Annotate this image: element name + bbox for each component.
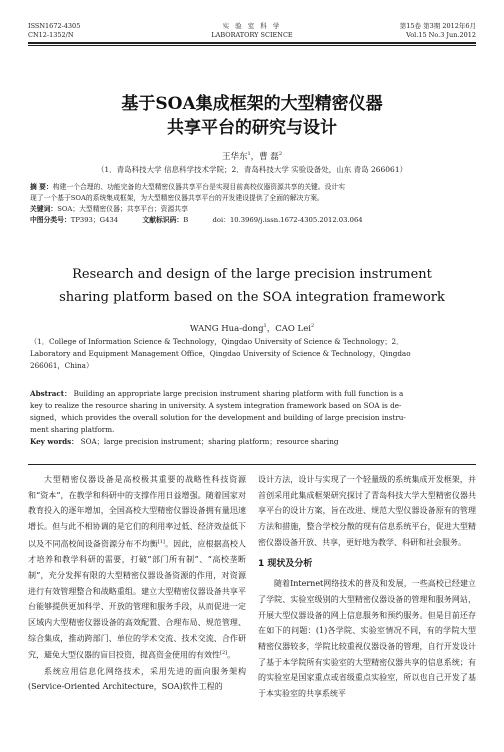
section-heading: 1 现状及分析 [258, 558, 313, 569]
journal-issue-en: Vol.15 No.3 Jun.2012 [406, 31, 476, 39]
author-cn-1: 王华东 [221, 152, 248, 162]
journal-cn-number: CN12-1352/N [28, 31, 74, 39]
body-column-right [258, 472, 476, 702]
body-paragraph: 设计方法，设计与实现了一个轻量级的系统集成开发框架，并首创采用此集成框架研究探讨了青岛科技大学大型精密仪器共享平台的设计方案，旨在改进、规范大型仪器设备原有的管理方法和措施，整合学校分散的现有信息系统平台，促进大型精密仪器设备开放、共享，更好地为教学、科研和社会服务。 [258, 475, 476, 547]
clc-number: TP393；G434 [70, 216, 119, 224]
body-paragraph: 随着Internet网络技术的普及和发展，一些高校已经建立了学院、实验室级别的大型精密仪器设备的管理和服务网站，开展大型仪器设备的网上信息服务和预约服务。但是目前还存在如下的问题：(1)各学院、实验室情况不同，有的学院大型精密仪器较多，学院比较重视仪器设备的管理，自行开发设计了基于本学院所有实验室的大型精密仪器共享的信息系统；有的实验室是国家重点或省级重点实验室，所以也自己开发了基于本实验室的共享系统平 [258, 579, 476, 699]
body-paragraph: 系统应用信息化网络技术，采用先进的面向服务架构(Service-Oriented Architecture，SOA)软件工程的 [28, 666, 246, 692]
body-column-left [28, 472, 246, 695]
paper-title-cn-line2: 共享平台的研究与设计 [167, 118, 337, 138]
body-paragraph: 大型精密仪器设备是高校极其重要的战略性科技资源和“资本”，在教学和科研中的支撑作用日益增强。随着国家对教育投入的逐年增加，全国高校大型精密仪器设备拥有量迅速增长。但与此不相协调的是它们的利用率过低、经济效益低下以及不同高校间设备资源分布不均衡[1]。因此，应根据高校人才培养和教学科研的需要，打破“部门所有制”、“高校垄断制”，充分发挥有限的大型精密仪器设备资源的作用，对资源进行有效管理整合和战略重组。建立大型精密仪器设备共享平台能够提供更加科学、开放的管理和服务手段，从而促进一定区域内大型精密仪器设备的高效配置、合理布局、规范管理、综合集成，推动跨部门、单位的学术交流、技术交流、合作研究，避免大型仪器的盲目投资，提高资金使用的有效性[2]。 [28, 475, 247, 661]
affiliation-en: （1．College of Information Science & Technology，Qingdao University of Science & Technology；2． Laboratory and Equipment Management Office，Qingdao University of Science & Technology，Qingdao 266061，China） [30, 337, 411, 370]
journal-issn: ISSN1672-4305 [28, 22, 81, 30]
abstract-en: Abstract： Building an appropriate large precision instrument sharing platform with full function is a key to realize the resource sharing in university. A system integration framework based on SOA is de- signed，which provides the overall solution for the development and building of large precision instru- ment sharing platform. Key words： SOA；large precision instrument；sharing platform；resource sharing [30, 389, 406, 446]
authors-en: WANG Hua-dong$^1$，CAO Lei$^2$ [189, 323, 315, 334]
header-rule [28, 42, 476, 44]
doi: doi：10.3969/j.issn.1672-4305.2012.03.064 [212, 216, 363, 224]
header-rule-thin [28, 45, 476, 46]
abstract-divider [28, 464, 476, 465]
paper-title-cn-line1: 基于SOA集成框架的大型精密仪器 [121, 94, 383, 114]
keywords-en: SOA；large precision instrument；sharing platform；resource sharing [80, 437, 339, 446]
authors-cn: 王华东$^1$，曹 磊$^2$ [221, 151, 283, 162]
journal-issue-cn: 第15卷 第3期 2012年6月 [399, 22, 476, 30]
abstract-cn: 摘 要：构建一个合理的、功能完备的大型精密仪器共享平台是实现目前高校仪器资源共享的关键。设计实 现了一个基于SOA的系统集成框架，为大型精密仪器共享平台的开发建设提供了全面的解决方案。 关键词：SOA；大型精密仪器；共享平台；资源共享 中图分类号：TP393；G434 文献标识码：B doi：10.3969/j.issn.1672-4305.2012.03.064 [30, 183, 363, 224]
paper-title-en-line2: sharing platform based on the SOA integration framework [59, 290, 445, 305]
journal-name-cn: 实 验 室 科 学 [222, 22, 282, 30]
journal-name-en: LABORATORY SCIENCE [211, 31, 293, 39]
paper-title-en-line1: Research and design of the large precision instrument [72, 267, 432, 282]
affiliation-cn: （1．青岛科技大学 信息科学技术学院；2．青岛科技大学 实验设备处，山东 青岛 266061） [96, 165, 408, 174]
keywords-cn: SOA；大型精密仪器；共享平台；资源共享 [57, 205, 188, 213]
